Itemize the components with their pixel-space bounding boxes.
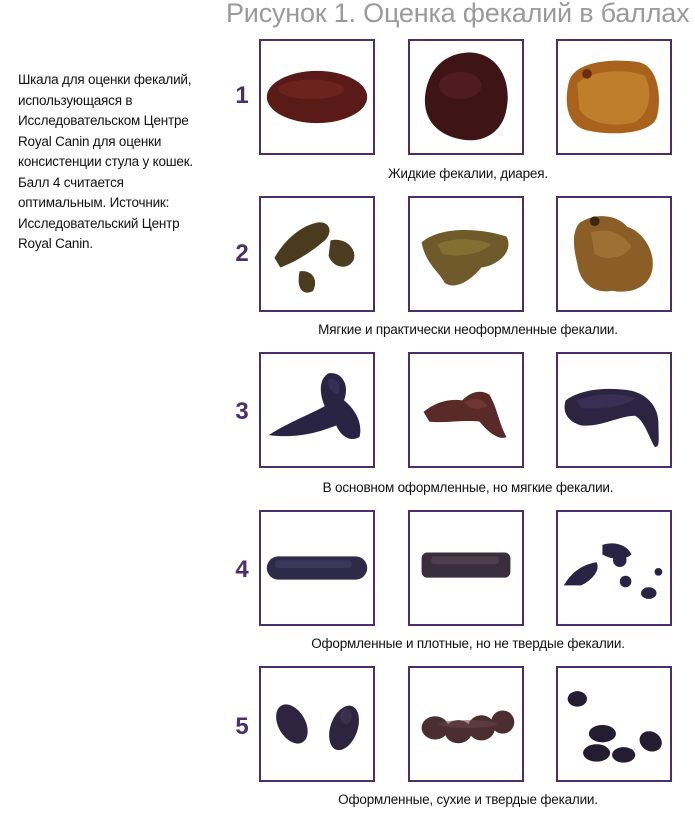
stool-photo-5b bbox=[408, 666, 524, 782]
page-title: Рисунок 1. Оценка фекалий в баллах bbox=[226, 0, 690, 28]
stool-photo-2b bbox=[408, 196, 524, 312]
score-label-2: 2 bbox=[235, 240, 249, 267]
caption-5: Оформленные, сухие и твердые фекалии. bbox=[338, 792, 598, 807]
description-line: использующаяся в bbox=[18, 92, 133, 108]
description-line: Исследовательский Центр bbox=[18, 215, 180, 231]
stool-photo-4a bbox=[259, 510, 375, 626]
stool-photo-5a bbox=[259, 666, 375, 782]
stool-photo-4c bbox=[556, 510, 672, 626]
score-label-1: 1 bbox=[235, 82, 249, 109]
stool-photo-2a bbox=[259, 196, 375, 312]
description-line: Шкала для оценки фекалий, bbox=[18, 72, 192, 87]
score-label-4: 4 bbox=[235, 556, 249, 583]
stool-photo-2c bbox=[556, 196, 672, 312]
stool-photo-1c bbox=[556, 39, 672, 155]
caption-2: Мягкие и практически неоформленные фекалии. bbox=[318, 322, 618, 337]
stool-photo-3a bbox=[259, 352, 375, 468]
description-line: Royal Canin. bbox=[18, 236, 93, 251]
description-text bbox=[18, 70, 228, 255]
stool-photo-4b bbox=[408, 510, 524, 626]
description-line: оптимальным. Источник: bbox=[18, 195, 170, 210]
description-line: Исследовательском Центре bbox=[18, 113, 189, 128]
caption-4: Оформленные и плотные, но не твердые фекалии. bbox=[311, 636, 625, 651]
description-line: консистенции стула у кошек. bbox=[18, 154, 193, 169]
stool-photo-1a bbox=[259, 39, 375, 155]
caption-3: В основном оформленные, но мягкие фекалии. bbox=[322, 480, 614, 495]
description-line: Балл 4 считается bbox=[18, 174, 124, 190]
score-label-5: 5 bbox=[235, 713, 249, 740]
stool-photo-3b bbox=[408, 352, 524, 468]
caption-1: Жидкие фекалии, диарея. bbox=[388, 166, 548, 181]
description-line: Royal Canin для оценки bbox=[18, 133, 162, 149]
stool-photo-1b bbox=[408, 39, 524, 155]
stool-photo-3c bbox=[556, 352, 672, 468]
stool-photo-5c bbox=[556, 666, 672, 782]
score-label-3: 3 bbox=[235, 398, 249, 425]
